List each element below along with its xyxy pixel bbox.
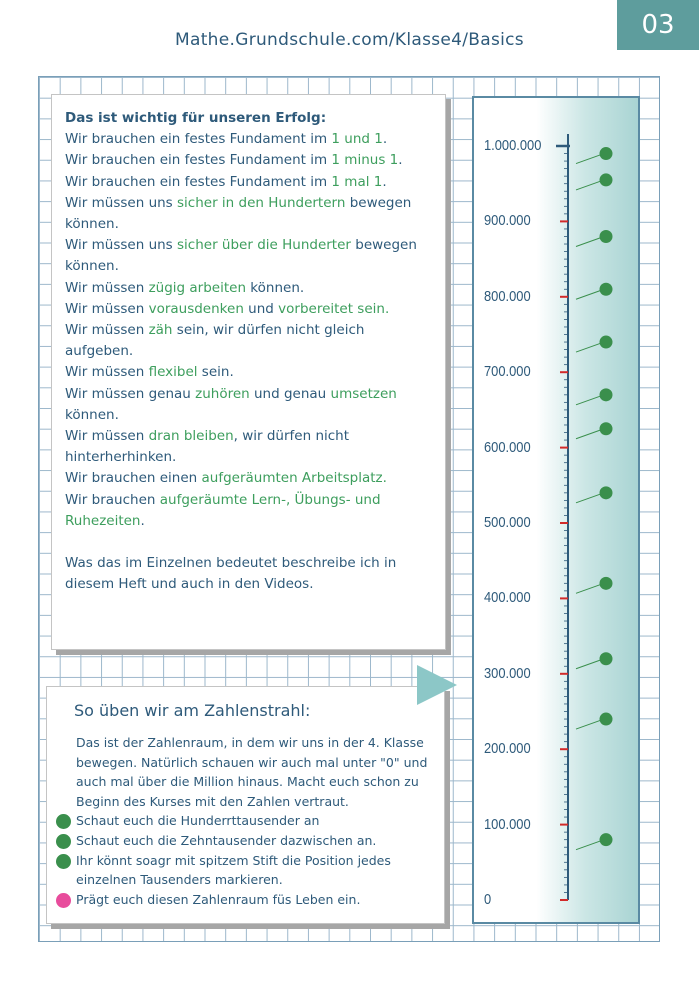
highlight-text: umsetzen [330, 385, 397, 402]
closing-line: Was das im Einzelnen bedeutet beschreibe ich in [65, 555, 397, 572]
line-text: und genau [249, 385, 331, 402]
tick-label: 600.000 [484, 438, 531, 456]
site-header: Mathe.Grundschule.com/Klasse4/Basics [175, 30, 524, 50]
marker-dot-icon [600, 173, 613, 186]
line-text: können. [65, 406, 119, 423]
line-text: bewegen [350, 237, 417, 254]
line-text: Wir brauchen ein festes Fundament im [65, 131, 332, 148]
highlight-text: 1 minus 1 [331, 152, 399, 169]
line-text: Wir müssen uns [65, 237, 178, 254]
tick-label: 800.000 [484, 287, 531, 305]
line-text: hinterherhinken. [65, 449, 177, 466]
intro-line: Beginn des Kurses mit den Zahlen vertraut. [76, 793, 349, 809]
highlight-text: 1 mal 1 [331, 173, 383, 190]
bullet-text: Prägt euch diesen Zahlenraum füs Leben ein. [76, 891, 361, 907]
bullet-text: Schaut euch die Zehntausender dazwischen an. [76, 832, 377, 848]
line-text: Wir müssen [65, 322, 149, 339]
line-text: . [382, 173, 387, 190]
tick-label: 500.000 [484, 514, 531, 531]
line-text: Wir müssen [65, 428, 149, 445]
line-text: aufgeben. [65, 343, 134, 360]
highlight-text: zäh [148, 322, 173, 339]
line-text: können. [246, 279, 305, 296]
intro-line: auch mal über die Million hinaus. Macht euch schon zu [76, 774, 419, 790]
bullet-text: Schaut euch die Hunderrttausender an [76, 813, 320, 829]
tick-label: 200.000 [484, 740, 531, 758]
highlight-text: aufgeräumten Arbeitsplatz. [201, 470, 387, 487]
marker-dot-icon [600, 230, 613, 243]
marker-dot-icon [600, 577, 613, 590]
line-text: . [382, 131, 388, 148]
line-text: sein, wir dürfen nicht gleich [172, 322, 365, 339]
line-text: Wir brauchen [65, 491, 160, 508]
marker-dot-icon [600, 833, 613, 846]
tick-label: 900.000 [484, 212, 531, 230]
highlight-text: 1 und 1 [331, 131, 383, 148]
marker-dot-icon [600, 283, 613, 296]
line-text: . [140, 512, 145, 529]
tick-label: 400.000 [484, 589, 531, 607]
line-text: Wir müssen [65, 279, 149, 296]
tick-label: 700.000 [484, 363, 531, 381]
closing-line: diesem Heft und auch in den Videos. [65, 576, 314, 593]
line-text: Wir brauchen einen [65, 470, 202, 487]
line-text: bewegen [345, 194, 412, 211]
tick-label: 1.000.000 [484, 137, 542, 154]
highlight-text: sicher in den Hundertern [177, 194, 346, 211]
bullet-text: Ihr könnt soagr mit spitzem Stift die Position jedes [76, 852, 391, 868]
marker-dot-icon [600, 422, 613, 435]
line-text: können. [65, 258, 119, 275]
line-text: Wir müssen uns [65, 194, 178, 211]
highlight-text: aufgeräumte Lern-, Übungs- und [159, 491, 381, 508]
marker-dot-icon [600, 388, 613, 401]
marker-dot-icon [600, 336, 613, 349]
tick-label: 300.000 [484, 664, 531, 682]
intro-line: bewegen. Natürlich schauen wir auch mal unter "0" und [76, 754, 428, 770]
tick-label: 0 [484, 891, 492, 908]
line-text: , wir dürfen nicht [233, 428, 350, 445]
line-text: Wir brauchen ein festes Fundament im [65, 173, 332, 190]
highlight-text: vorbereitet sein. [278, 300, 390, 317]
line-text: . [398, 152, 403, 169]
practice-title: So üben wir am Zahlenstrahl: [74, 701, 311, 720]
line-text: Wir brauchen ein festes Fundament im [65, 152, 332, 169]
line-text: Wir müssen [65, 300, 149, 317]
line-text: Wir müssen genau [65, 385, 196, 402]
highlight-text: dran bleiben [148, 428, 234, 445]
highlight-text: vorausdenken [148, 300, 244, 317]
tick-label: 100.000 [484, 815, 531, 833]
highlight-text: zuhören [195, 385, 250, 402]
highlight-text: Ruhezeiten [65, 512, 141, 529]
marker-dot-icon [600, 652, 613, 665]
page-number-badge: 03 [617, 0, 699, 50]
marker-dot-icon [600, 147, 613, 160]
marker-dot-icon [600, 486, 613, 499]
highlight-text: flexibel [148, 364, 198, 381]
highlight-text: sicher über die Hunderter [177, 237, 351, 254]
line-text: und [243, 300, 279, 317]
line-text: sein. [197, 364, 234, 381]
intro-line: Das ist der Zahlenraum, in dem wir uns in der 4. Klasse [76, 735, 424, 750]
line-text: können. [65, 216, 119, 233]
line-text: Das ist wichtig für unseren Erfolg: [65, 110, 327, 126]
line-text: Wir müssen [65, 364, 149, 381]
highlight-text: zügig arbeiten [148, 279, 247, 296]
marker-dot-icon [600, 713, 613, 726]
bullet-text: einzelnen Tausenders markieren. [76, 872, 283, 888]
